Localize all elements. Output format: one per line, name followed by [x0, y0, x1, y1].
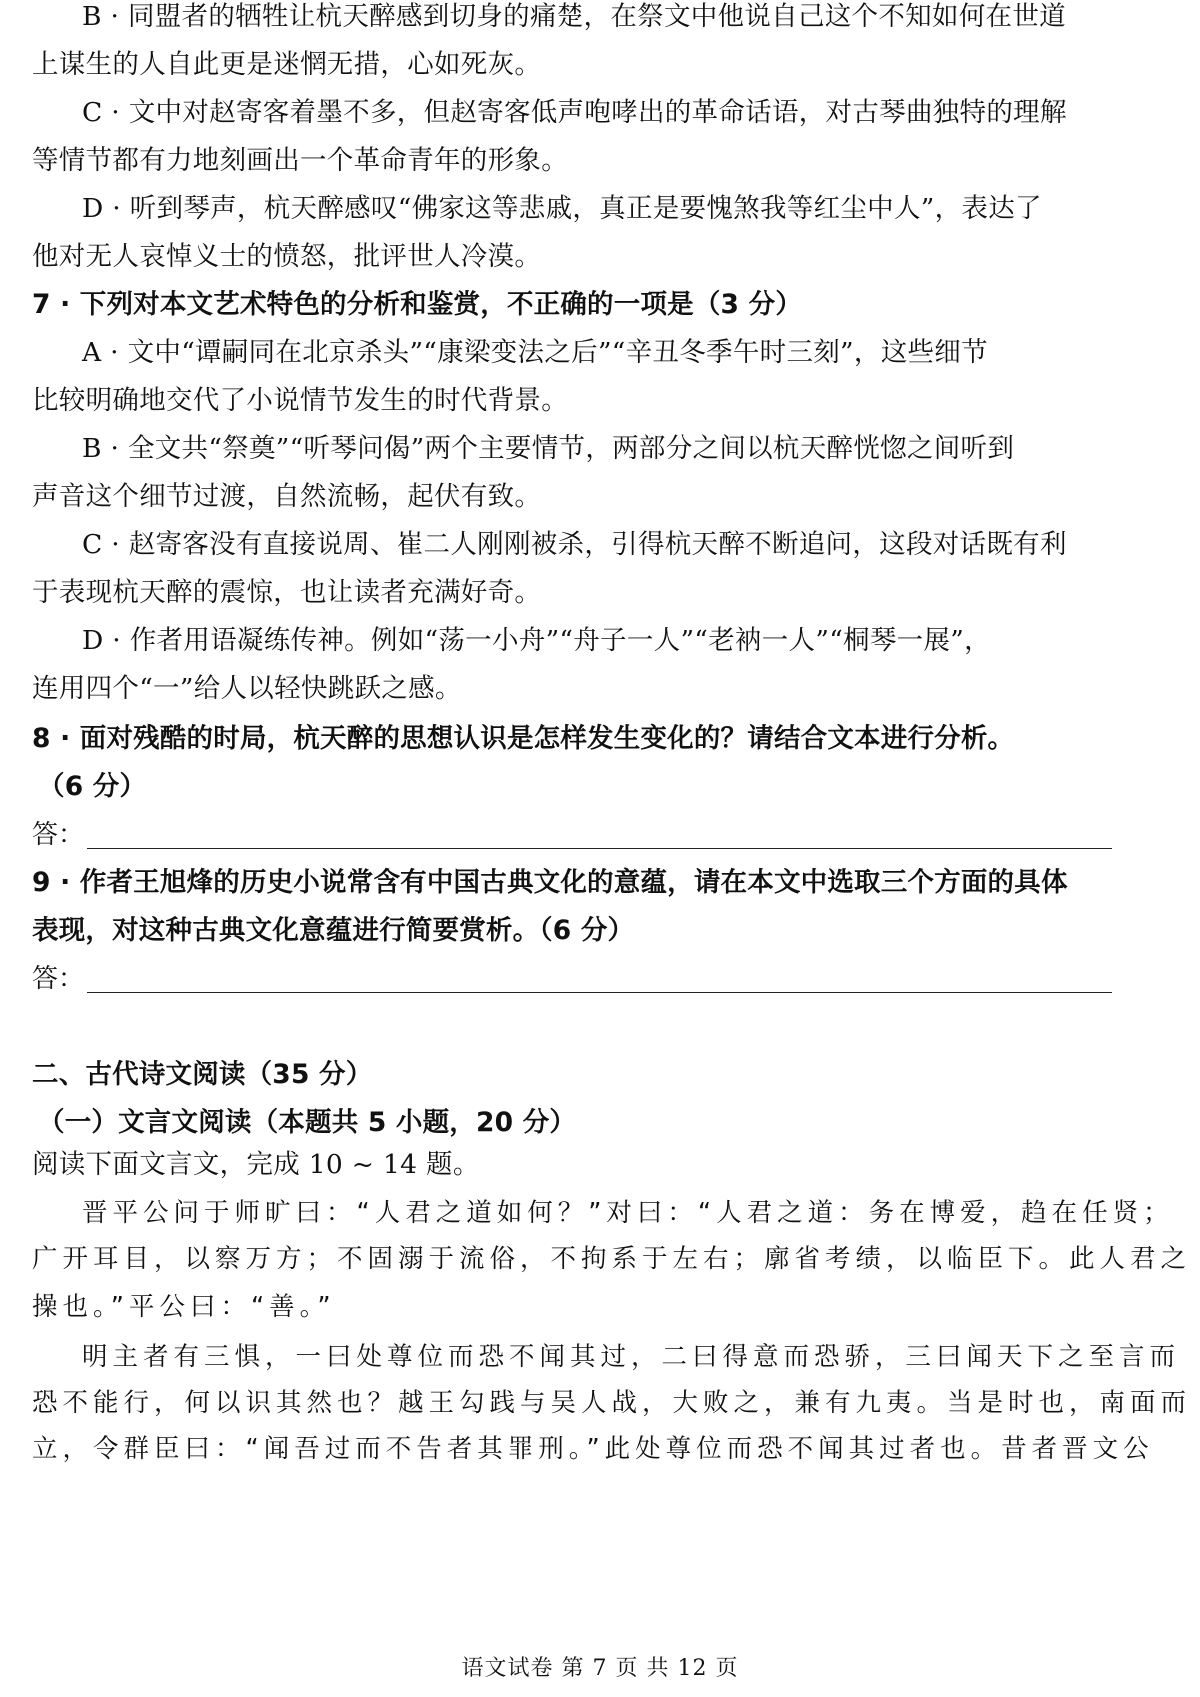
- q9-stem-line1: 9 · 作者王旭烽的历史小说常含有中国古典文化的意蕴，请在本文中选取三个方面的具体: [32, 867, 1068, 898]
- q8-answer-label: 答：: [32, 820, 85, 850]
- q6-option-c-line1: C · 文中对赵寄客着墨不多，但赵寄客低声咆哮出的革命话语，对古琴曲独特的理解: [82, 97, 1067, 128]
- passage-para2-line3: 立，令群臣曰：“闻吾过而不告者其罪刑。”此处尊位而恐不闻其过者也。昔者晋文公: [32, 1434, 1154, 1464]
- q7-option-c-line1: C · 赵寄客没有直接说周、崔二人刚刚被杀，引得杭天醉不断追问，这段对话既有利: [82, 529, 1067, 560]
- q7-option-a-line1: A · 文中“谭嗣同在北京杀头”“康梁变法之后”“辛丑冬季午时三刻”，这些细节: [82, 337, 988, 368]
- q7-option-d-line2: 连用四个“一”给人以轻快跳跃之感。: [32, 673, 462, 704]
- q8-stem-line2: （6 分）: [38, 771, 147, 802]
- q9-answer-blank[interactable]: [87, 992, 1112, 993]
- q8-answer-line[interactable]: [32, 818, 1112, 852]
- passage-para2-line1: 明主者有三惧，一曰处尊位而恐不闻其过，二曰得意而恐骄，三曰闻天下之至言而: [82, 1342, 1181, 1372]
- q6-option-d-line2: 他对无人哀悼义士的愤怒，批评世人冷漠。: [32, 241, 542, 272]
- section2-subtitle: （一）文言文阅读（本题共 5 小题，20 分）: [38, 1107, 577, 1138]
- q6-option-b-line2: 上谋生的人自此更是迷惘无措，心如死灰。: [32, 49, 542, 80]
- q7-option-d-line1: D · 作者用语凝练传神。例如“荡一小舟”“舟子一人”“老衲一人”“桐琴一展”，: [82, 625, 991, 656]
- q9-stem-line2: 表现，对这种古典文化意蕴进行简要赏析。（6 分）: [32, 915, 635, 946]
- q9-answer-label: 答：: [32, 964, 85, 994]
- q6-option-b-line1: B · 同盟者的牺牲让杭天醉感到切身的痛楚，在祭文中他说自己这个不知如何在世道: [82, 1, 1066, 32]
- q6-option-d-line1: D · 听到琴声，杭天醉感叹“佛家这等悲戚，真正是要愧煞我等红尘中人”，表达了: [82, 193, 1042, 224]
- passage-para1-line3: 操也。”平公曰：“善。”: [32, 1292, 336, 1322]
- q7-option-c-line2: 于表现杭天醉的震惊，也让读者充满好奇。: [32, 577, 542, 608]
- q9-answer-line[interactable]: [32, 962, 1112, 996]
- q7-stem: 7 · 下列对本文艺术特色的分析和鉴赏，不正确的一项是（3 分）: [32, 289, 803, 320]
- q8-stem-line1: 8 · 面对残酷的时局，杭天醉的思想认识是怎样发生变化的？请结合文本进行分析。: [32, 723, 1015, 754]
- passage-para2-line2: 恐不能行，何以识其然也？越王勾践与吴人战，大败之，兼有九夷。当是时也，南面而: [32, 1388, 1192, 1418]
- q6-option-c-line2: 等情节都有力地刻画出一个革命青年的形象。: [32, 145, 568, 176]
- page-footer: 语文试卷 第 7 页 共 12 页: [461, 1656, 739, 1681]
- q7-option-b-line2: 声音这个细节过渡，自然流畅，起伏有致。: [32, 481, 542, 512]
- q8-answer-blank[interactable]: [87, 848, 1112, 849]
- passage-para1-line2: 广开耳目，以察万方；不固溺于流俗，不拘系于左右；廓省考绩，以临臣下。此人君之: [32, 1244, 1192, 1274]
- q7-option-b-line1: B · 全文共“祭奠”“听琴问偈”两个主要情节，两部分之间以杭天醉恍惚之间听到: [82, 433, 1015, 464]
- section2-instruction: 阅读下面文言文，完成 10 ~ 14 题。: [32, 1149, 480, 1180]
- section2-title: 二、古代诗文阅读（35 分）: [32, 1059, 373, 1090]
- q7-option-a-line2: 比较明确地交代了小说情节发生的时代背景。: [32, 385, 568, 416]
- passage-para1-line1: 晋平公问于师旷曰：“人君之道如何？”对曰：“人君之道：务在博爱，趋在任贤；: [82, 1198, 1174, 1228]
